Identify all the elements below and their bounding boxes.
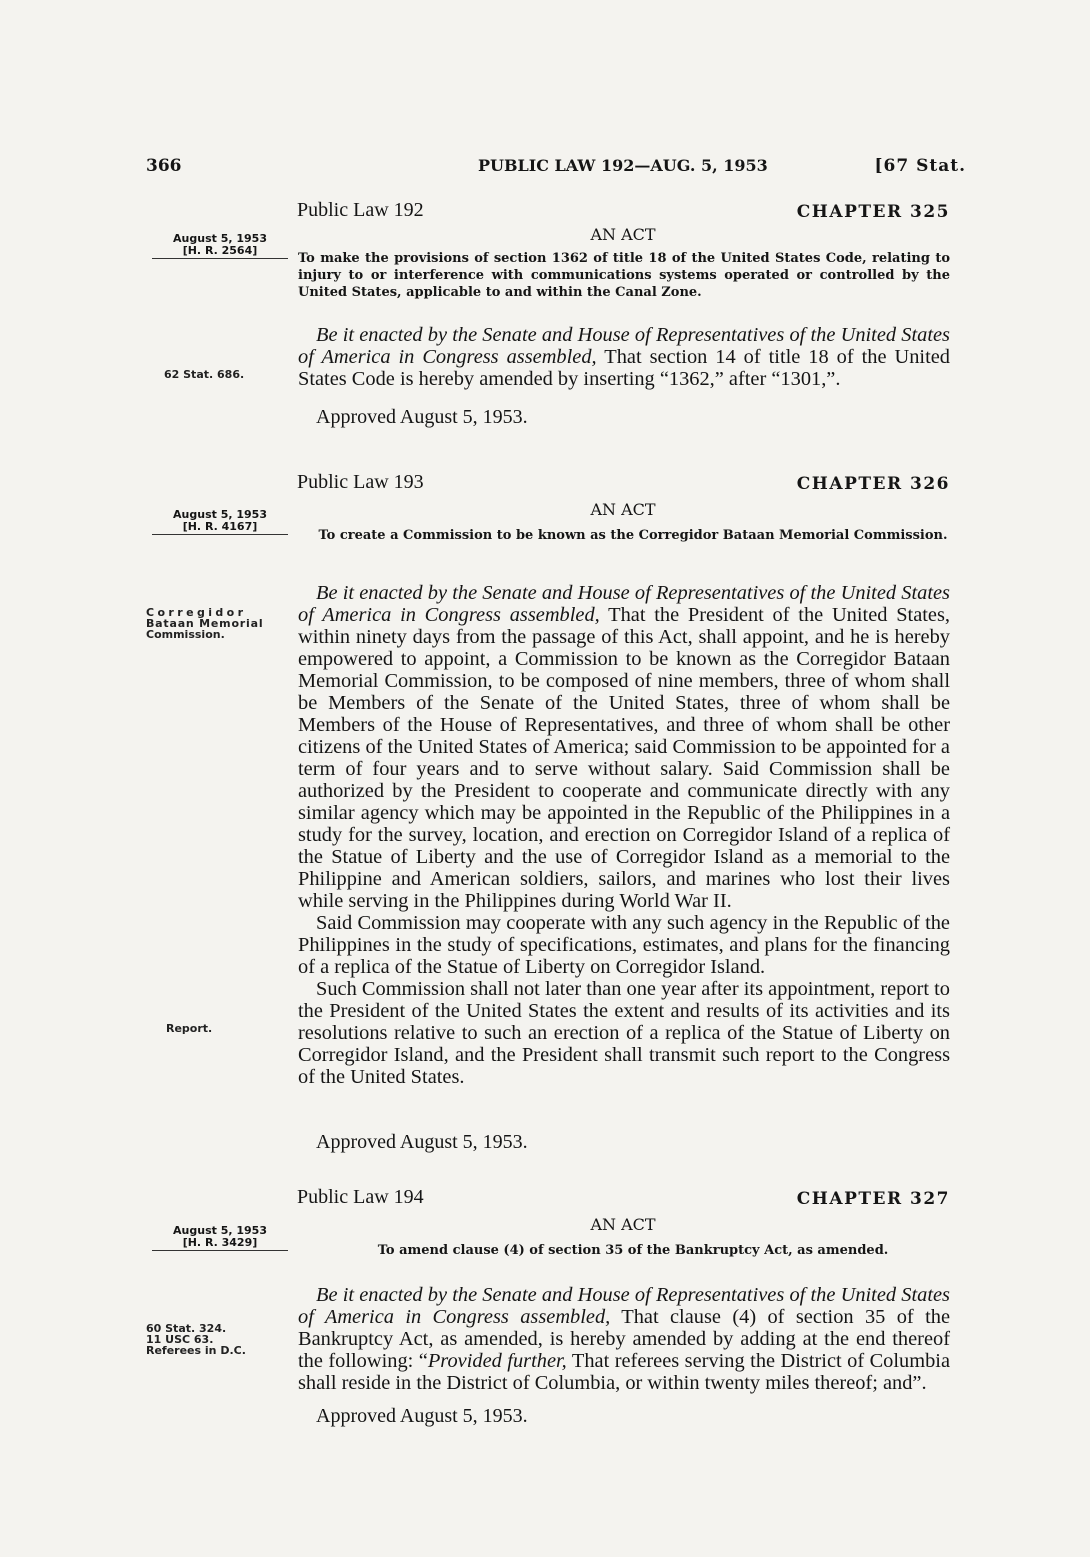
law-194-chapter: CHAPTER 327 bbox=[796, 1189, 950, 1209]
law-193-margin-note bbox=[146, 607, 263, 640]
law-193-label: Public Law 193 bbox=[297, 471, 424, 493]
law-194-enacting-clause bbox=[298, 1284, 950, 1394]
law-194-purpose: To amend clause (4) of section 35 of the Bankruptcy Act, as amended. bbox=[377, 1243, 889, 1258]
law-194-date-block bbox=[152, 1225, 288, 1251]
law-193-margin-note-2: Bataan Memorial bbox=[146, 617, 264, 630]
running-title: PUBLIC LAW 192—AUG. 5, 1953 bbox=[478, 156, 768, 175]
law-193-date: August 5, 1953 bbox=[173, 508, 267, 521]
law-194-approved: Approved August 5, 1953. bbox=[316, 1405, 528, 1427]
law-193-enacting-rest: That the President of the United States, within ninety days from the passage of this Act, shall appoint, and he is hereby empowered to appoint, a Commission to be known as the Corregidor Bataan Memorial Commission, to be composed of nine members, three of whom shall be Members of the Senate of the United States, three of whom shall be Members of the House of Representatives, and three of whom shall be other citizens of the United States of America; said Commission to be appointed for a term of four years and to serve without salary. Said Commission shall be authorized by the President to cooperate and communicate directly with any similar agency which may be appointed in the Republic of the Philippines in a study for the survey, location, and erection on Corregidor Island of a replica of the Statue of Liberty and the use of Corregidor Island as a memorial to the Philippine and American soldiers, sailors, and marines who lost their lives while serving in the Philippines during World War II. bbox=[298, 604, 950, 912]
law-194-body bbox=[298, 1284, 950, 1394]
law-193-enacting-clause bbox=[298, 582, 950, 912]
law-194-enacting-italic: Be it enacted by the Senate and House of Representatives of the United States of America in Congress assembled, bbox=[298, 1284, 950, 1328]
law-194-margin-note-3: Referees in D.C. bbox=[146, 1344, 246, 1357]
page-header bbox=[146, 156, 966, 180]
law-192-enacting-italic: Be it enacted by the Senate and House of Representatives of the United States of America in Congress assembled, bbox=[298, 324, 950, 368]
law-193-paragraph-2: Said Commission may cooperate with any such agency in the Republic of the Philippines in the study of specifications, estimates, and plans for the financing of a replica of the Statue of Liberty on Corregidor Island. bbox=[298, 912, 950, 978]
law-193-date-block bbox=[152, 509, 288, 535]
law-192-date-block bbox=[152, 233, 288, 259]
law-192-margin-note: 62 Stat. 686. bbox=[164, 368, 245, 381]
law-192-purpose: To make the provisions of section 1362 of title 18 of the United States Code, relating to injury to or interference with communications systems operated or controlled by the United States, applicable to and within the Canal Zone. bbox=[298, 251, 950, 300]
law-192-approved: Approved August 5, 1953. bbox=[316, 406, 528, 428]
law-192-body bbox=[298, 324, 950, 390]
law-194-provided-further: Provided further, bbox=[427, 1350, 567, 1372]
page-number: 366 bbox=[146, 156, 182, 176]
law-193-margin-note-1: Corregidor bbox=[146, 606, 247, 619]
law-192-chapter: CHAPTER 325 bbox=[796, 202, 950, 222]
law-192-bill: [H. R. 2564] bbox=[182, 244, 258, 257]
law-194-margin-note-2: 11 USC 63. bbox=[146, 1333, 214, 1346]
law-192-enacting-clause bbox=[298, 324, 950, 390]
law-194-margin-note bbox=[146, 1323, 246, 1356]
law-193-enacting-italic: Be it enacted by the Senate and House of Representatives of the United States of America in Congress assembled, bbox=[298, 582, 950, 626]
law-192-enacting-rest: That section 14 of title 18 of the United States Code is hereby amended by inserting “1362,” after “1301,”. bbox=[298, 346, 950, 390]
law-194-an-act-text: AN ACT bbox=[590, 1215, 656, 1234]
law-194-label: Public Law 194 bbox=[297, 1186, 424, 1208]
law-193-an-act-text: AN ACT bbox=[590, 500, 656, 519]
law-192-date: August 5, 1953 bbox=[173, 232, 267, 245]
law-193-bill: [H. R. 4167] bbox=[182, 520, 258, 533]
law-192-an-act-text: AN ACT bbox=[590, 225, 656, 244]
law-193-approved: Approved August 5, 1953. bbox=[316, 1131, 528, 1153]
law-193-chapter: CHAPTER 326 bbox=[796, 474, 950, 494]
law-194-enacting-end: That referees serving the District of Columbia shall reside in the District of Columbia, or within twenty miles thereof; and”. bbox=[298, 1350, 951, 1394]
law-193-paragraph-3: Such Commission shall not later than one year after its appointment, report to the President of the United States the extent and results of its activities and its resolutions relative to such an erection of a replica of the Statue of Liberty on Corregidor Island, and the President shall transmit such report to the Congress of the United States. bbox=[298, 978, 950, 1088]
law-194-bill: [H. R. 3429] bbox=[182, 1236, 258, 1249]
law-194-margin-note-1: 60 Stat. 324. bbox=[146, 1322, 227, 1335]
law-193-purpose: To create a Commission to be known as the Corregidor Bataan Memorial Commission. bbox=[318, 528, 948, 543]
law-192-label: Public Law 192 bbox=[297, 199, 424, 221]
law-193-report-note: Report. bbox=[166, 1022, 213, 1035]
law-194-date: August 5, 1953 bbox=[173, 1224, 267, 1237]
volume-reference: [67 Stat. bbox=[874, 156, 966, 176]
law-193-body bbox=[298, 582, 950, 1088]
law-194-enacting-mid: That clause (4) of section 35 of the Bankruptcy Act, as amended, is hereby amended by adding at the end thereof the following: “ bbox=[298, 1306, 951, 1372]
law-193-margin-note-3: Commission. bbox=[146, 628, 225, 641]
